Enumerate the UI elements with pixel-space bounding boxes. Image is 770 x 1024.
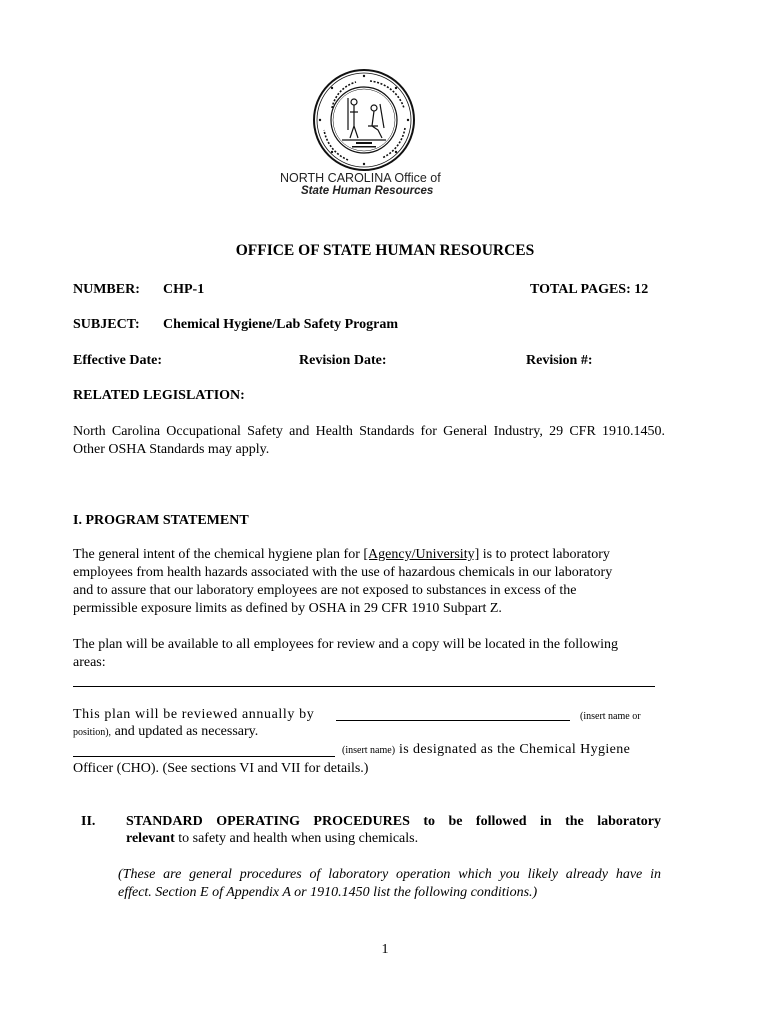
para2-line-1: The plan will be available to all employees for review and a copy will be located in the following	[73, 637, 619, 652]
number-label: NUMBER:	[73, 282, 140, 297]
para1-line-3: and to assure that our laboratory employees are not exposed to substances in excess of the	[73, 583, 577, 598]
revision-date-label: Revision Date:	[299, 353, 387, 368]
availability-paragraph	[73, 636, 665, 672]
agency-placeholder: [Agency/University]	[363, 547, 480, 562]
revision-number-label: Revision #:	[526, 353, 593, 368]
para1-line-2: employees from health hazards associated with the use of hazardous chemicals in our laboratory	[73, 565, 613, 580]
related-line-1: North Carolina Occupational Safety and Health Standards for General Industry, 29 CFR 1910.1450.	[73, 424, 665, 439]
document-title: OFFICE OF STATE HUMAN RESOURCES	[235, 242, 535, 259]
total-pages: TOTAL PAGES: 12	[530, 282, 649, 297]
review-line-2: position), and updated as necessary.	[73, 724, 259, 739]
cho-line-2: Officer (CHO). (See sections VI and VII for details.)	[73, 761, 369, 776]
office-name-line2: State Human Resources	[301, 185, 434, 197]
subject-label: SUBJECT:	[73, 317, 140, 332]
locations-blank-line	[73, 686, 655, 687]
para2-line-2: areas:	[73, 655, 106, 670]
subject-value: Chemical Hygiene/Lab Safety Program	[163, 317, 398, 332]
nc-state-seal-icon	[312, 68, 416, 172]
section-2-note-line2: effect. Section E of Appendix A or 1910.1450 list the following conditions.)	[118, 885, 538, 900]
section-2-heading-line1: STANDARD OPERATING PROCEDURES to be followed in the laboratory	[126, 814, 661, 829]
reviewer-hint: (insert name or	[580, 711, 641, 722]
para1-line-4: permissible exposure limits as defined by OSHA in 29 CFR 1910 Subpart Z.	[73, 601, 502, 616]
page-number: 1	[381, 942, 389, 957]
section-2-note-line1: (These are general procedures of laboratory operation which you likely already have in	[118, 867, 661, 882]
cho-blank-line	[73, 756, 335, 757]
program-statement-paragraph	[73, 546, 665, 618]
related-legislation-heading: RELATED LEGISLATION:	[73, 388, 245, 403]
review-text: This plan will be reviewed annually by	[73, 707, 315, 722]
effective-date-label: Effective Date:	[73, 353, 163, 368]
office-name-line1: NORTH CAROLINA Office of	[280, 171, 441, 185]
section-2-numeral: II.	[81, 814, 96, 829]
reviewer-blank-line	[336, 720, 570, 721]
section-1-heading: I. PROGRAM STATEMENT	[73, 513, 249, 528]
cho-line-1: (insert name) is designated as the Chemical Hygiene	[342, 742, 631, 757]
related-legislation-text	[73, 423, 665, 459]
section-2-heading-line2: relevant to safety and health when using chemicals.	[126, 831, 419, 846]
para1-line-1: The general intent of the chemical hygiene plan for [Agency/University] is to protect laboratory	[73, 547, 610, 562]
related-line-2: Other OSHA Standards may apply.	[73, 442, 270, 457]
number-value: CHP-1	[163, 282, 205, 297]
